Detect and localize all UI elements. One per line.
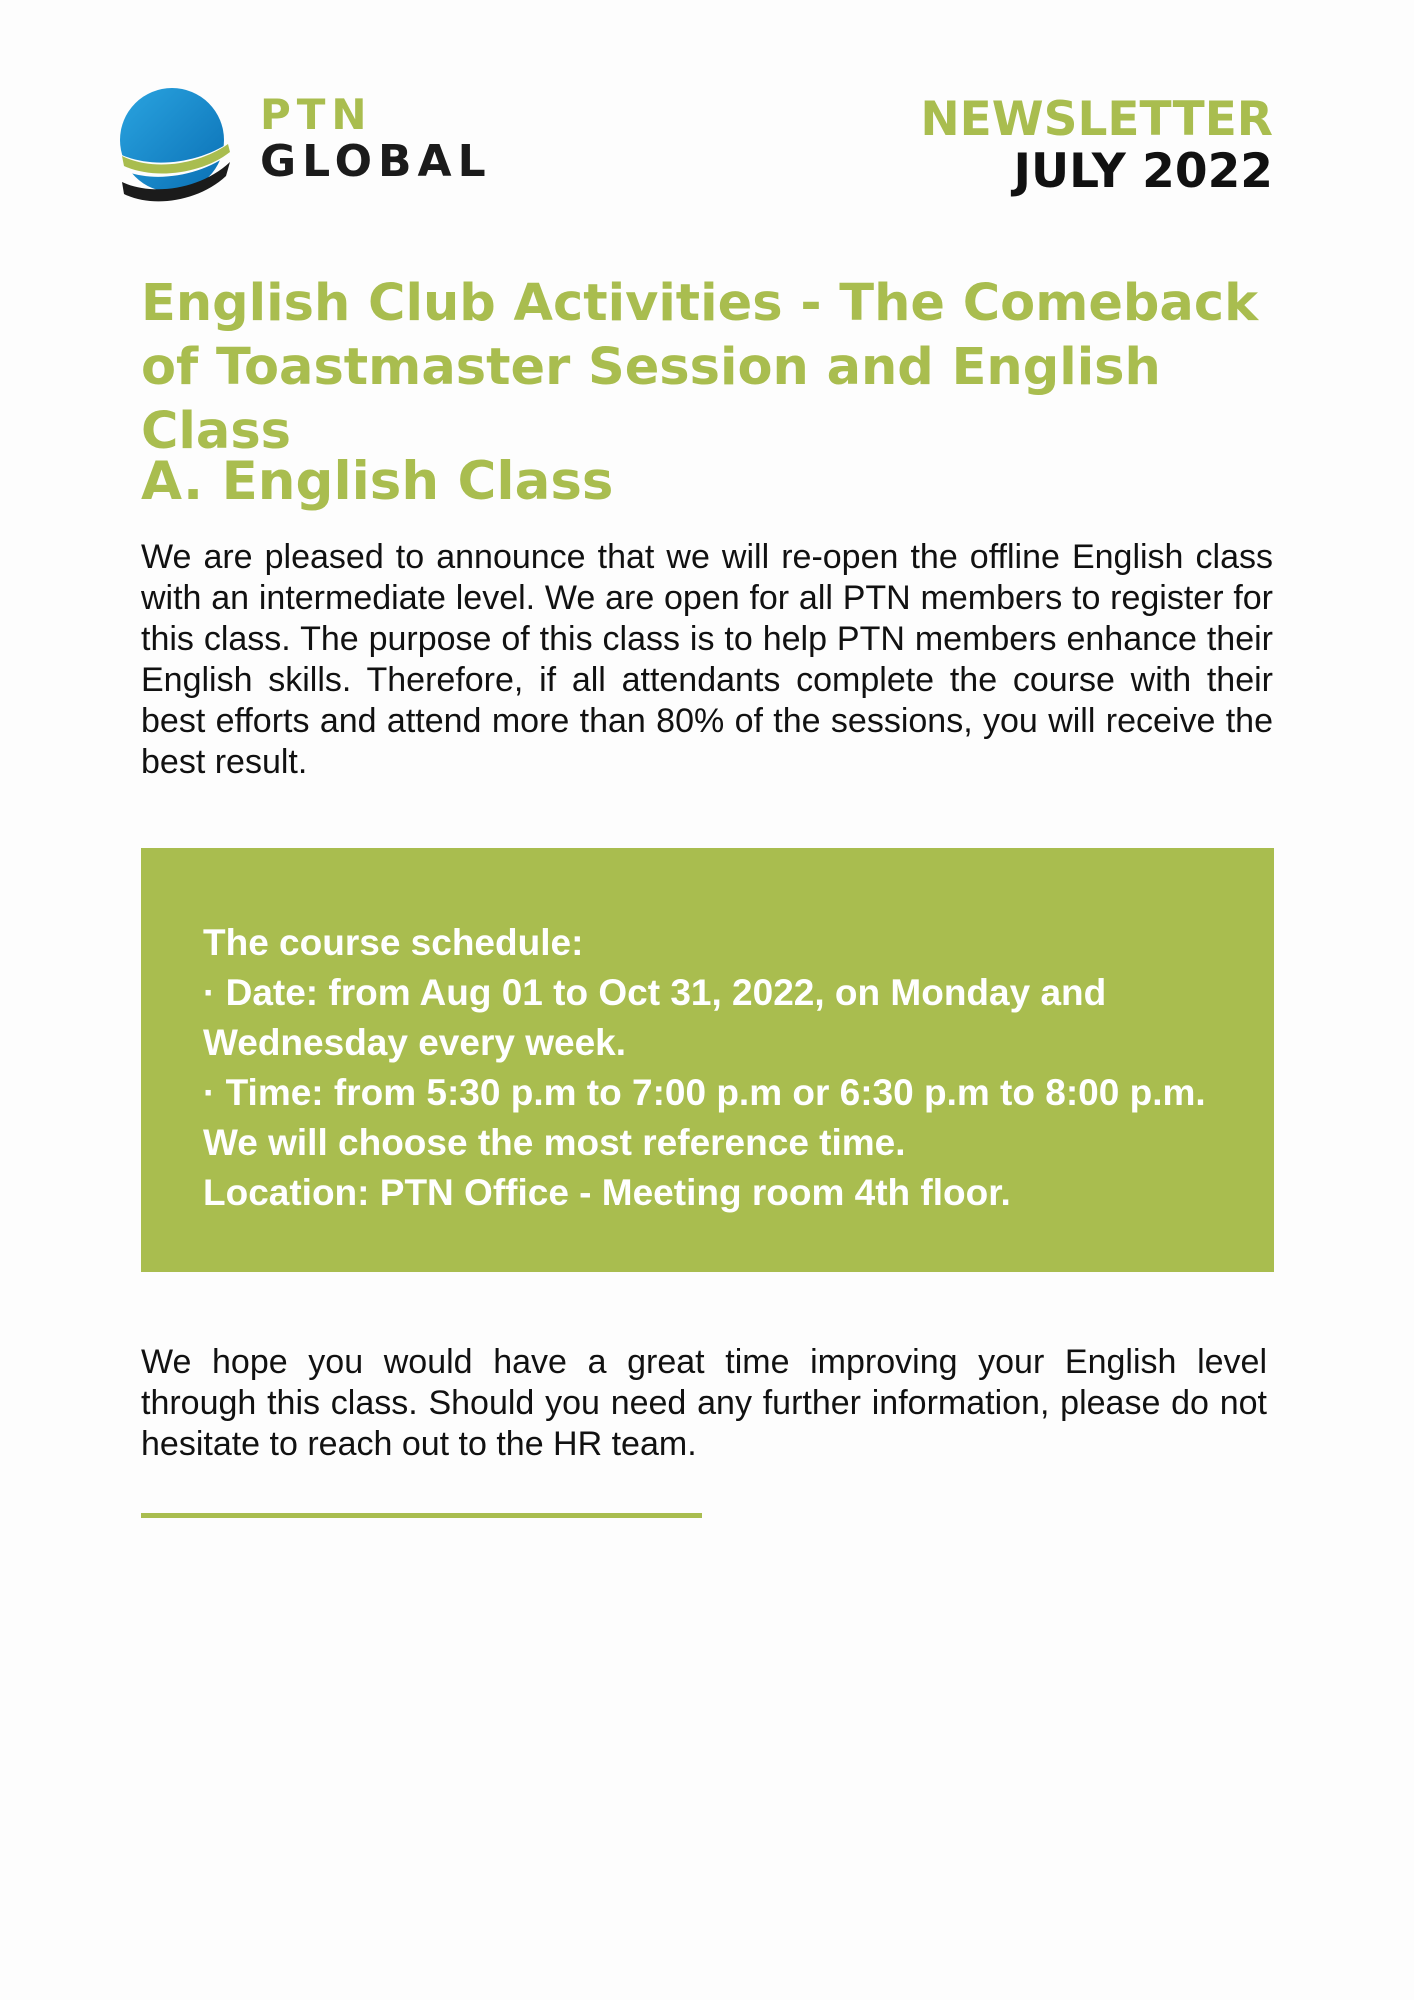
logo-ptn-text: PTN: [260, 90, 373, 139]
article-title: English Club Activities - The Comeback of Toastmaster Session and English Class: [141, 274, 1258, 461]
intro-paragraph: We are pleased to announce that we will re-open the offline English class with an intermediate level. We are open for all PTN members to register for this class. The purpose of this class is to help PTN members enhance their English skills. Therefore, if all attendants complete the course with their best efforts and attend more than 80% of the sessions, you will receive the best result.: [141, 538, 1273, 781]
closing-paragraph: We hope you would have a great time improving your English level through this class. Should you need any further information, please do not hesitate to reach out to the HR team.: [141, 1343, 1267, 1463]
schedule-time: · Time: from 5:30 p.m to 7:00 p.m or 6:30 p.m to 8:00 p.m. We will choose the most reference time.: [203, 1072, 1206, 1163]
course-schedule-box: [141, 848, 1274, 1272]
globe-logo-icon: [118, 86, 238, 210]
newsletter-masthead: [920, 92, 1273, 199]
newsletter-label: NEWSLETTER: [920, 92, 1273, 147]
schedule-heading: The course schedule:: [203, 922, 584, 963]
section-heading: A. English Class: [141, 451, 614, 512]
issue-date: JULY 2022: [1013, 144, 1273, 199]
logo-wordmark: [260, 90, 492, 187]
logo-global-text: GLOBAL: [260, 136, 492, 187]
schedule-date: · Date: from Aug 01 to Oct 31, 2022, on Monday and Wednesday every week.: [203, 972, 1107, 1063]
divider-line: [141, 1513, 702, 1518]
company-logo: [118, 86, 492, 216]
schedule-location: Location: PTN Office - Meeting room 4th floor.: [203, 1172, 1011, 1213]
